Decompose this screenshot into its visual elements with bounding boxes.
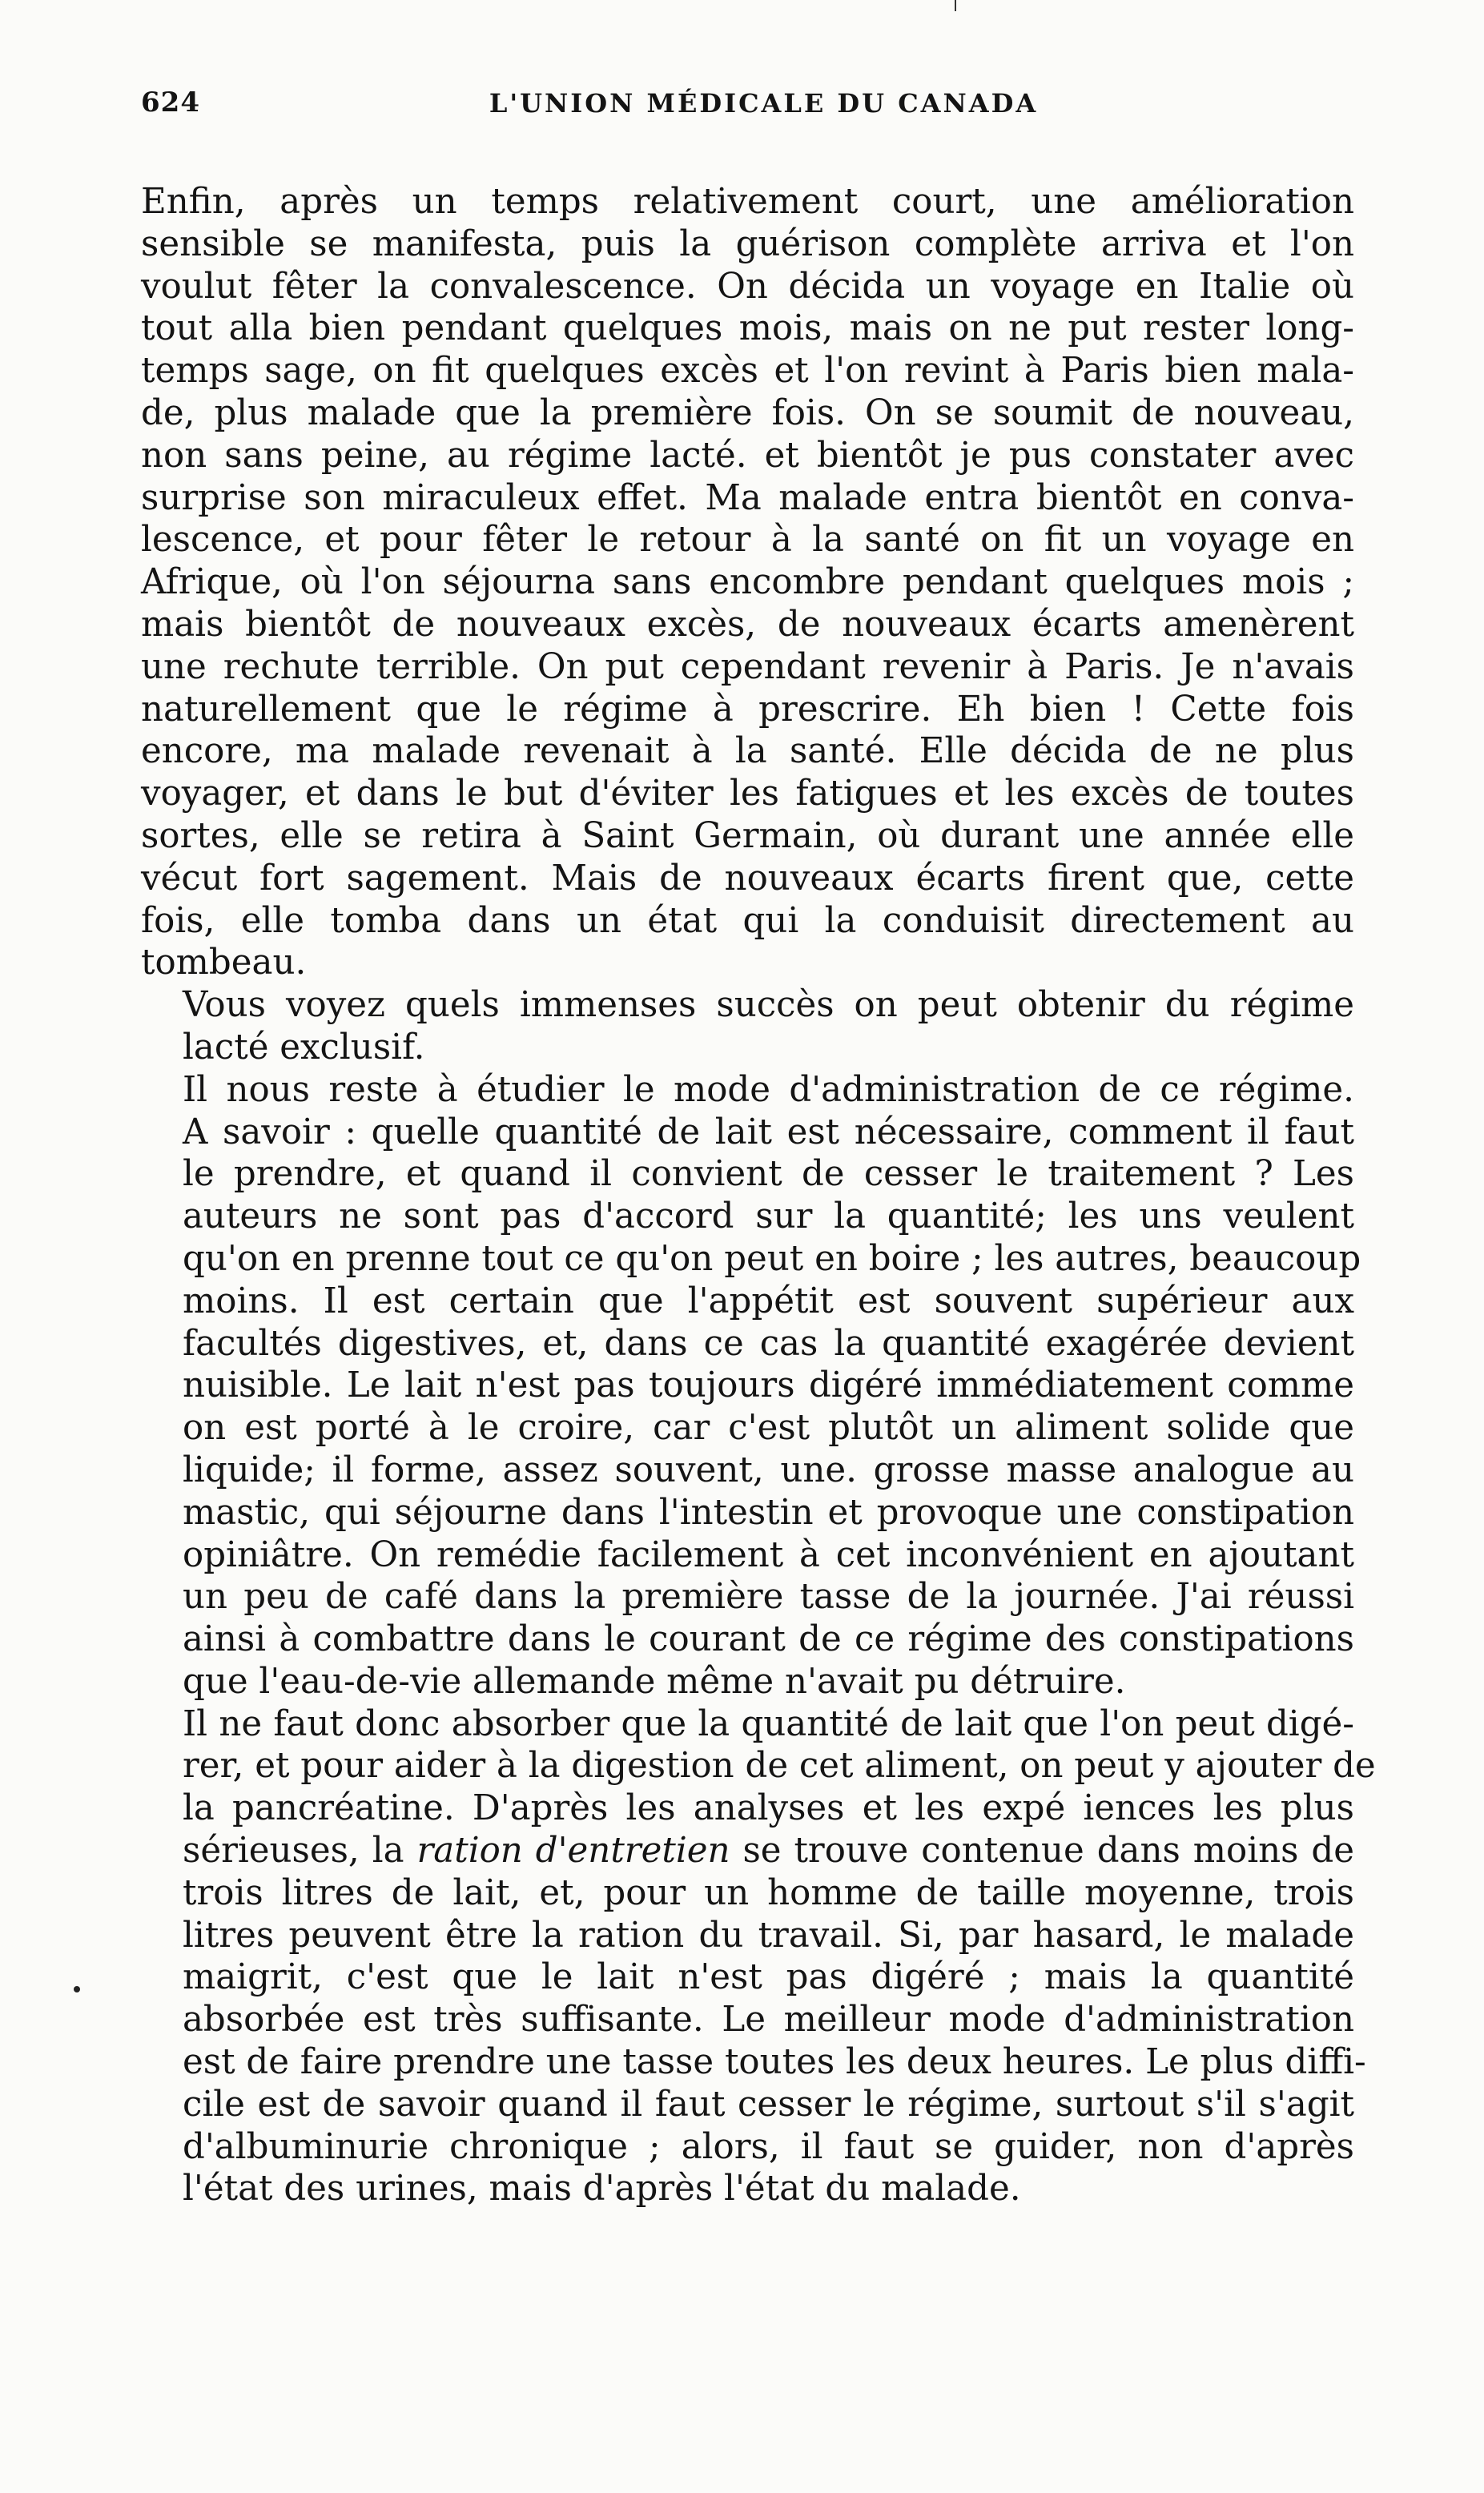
text-line: une rechute terrible. On put cependant revenir à Paris. Je n'avais: [141, 646, 1354, 687]
paragraph-1: [141, 181, 1354, 984]
text-line: que l'eau-de-vie allemande même n'avait pu détruire.: [183, 1661, 1126, 1702]
text-line: Vous voyez quels immenses succès on peut obtenir du régime: [183, 985, 1354, 1026]
text-line: fois, elle tomba dans un état qui la conduisit directement au: [141, 900, 1354, 941]
scan-mark: [955, 0, 956, 11]
text-line: Il nous reste à étudier le mode d'administration de ce régime.: [183, 1069, 1354, 1110]
text-line: Enfin, après un temps relativement court, une amélioration: [141, 182, 1354, 222]
text-line: le prendre, et quand il convient de cesser le traitement ? Les: [183, 1154, 1354, 1195]
text-line: naturellement que le régime à prescrire. Eh bien ! Cette fois: [141, 689, 1354, 730]
text-line: lacté exclusif.: [183, 1027, 425, 1068]
text-line: surprise son miraculeux effet. Ma malade entra bientôt en conva-: [141, 477, 1354, 518]
text-line: liquide; il forme, assez souvent, une. grosse masse analogue au: [183, 1450, 1354, 1490]
text-line: temps sage, on fit quelques excès et l'on revint à Paris bien mala-: [141, 351, 1354, 392]
text-line: mais bientôt de nouveaux excès, de nouveaux écarts amenèrent: [141, 604, 1354, 645]
paragraph-4: [141, 1703, 1376, 2211]
text-line: ainsi à combattre dans le courant de ce régime des constipations: [183, 1619, 1354, 1660]
text-line: Il ne faut donc absorber que la quantité de lait que l'on peut digé-: [183, 1703, 1354, 1744]
running-head: L'UNION MÉDICALE DU CANADA: [489, 88, 1039, 119]
page-header: [141, 86, 1354, 138]
text-line: un peu de café dans la première tasse de la journée. J'ai réussi: [183, 1577, 1354, 1618]
text-line: opiniâtre. On remédie facilement à cet inconvénient en ajoutant: [183, 1534, 1354, 1575]
text-line: mastic, qui séjourne dans l'intestin et provoque une constipation: [183, 1492, 1354, 1533]
body-text: [141, 181, 1376, 2210]
text-line: sensible se manifesta, puis la guérison complète arriva et l'on: [141, 223, 1354, 264]
text-line: absorbée est très suffisante. Le meilleur mode d'administration: [183, 2000, 1354, 2041]
text-fragment: se trouve contenue dans moins de: [730, 1831, 1354, 1872]
text-line: nuisible. Le lait n'est pas toujours digéré immédiatement comme: [183, 1365, 1354, 1406]
text-line: tout alla bien pendant quelques mois, mais on ne put rester long-: [141, 308, 1354, 349]
text-fragment: sérieuses, la: [183, 1831, 417, 1872]
text-line: lescence, et pour fêter le retour à la santé on fit un voyage en: [141, 520, 1354, 561]
page-number: 624: [141, 86, 200, 119]
text-line: Afrique, où l'on séjourna sans encombre pendant quelques mois ;: [141, 562, 1354, 603]
text-line: auteurs ne sont pas d'accord sur la quantité; les uns veulent: [183, 1196, 1354, 1237]
text-line: maigrit, c'est que le lait n'est pas digéré ; mais la quantité: [183, 1957, 1354, 1998]
text-line: qu'on en prenne tout ce qu'on peut en boire ; les autres, beaucoup: [183, 1238, 1361, 1279]
text-line: rer, et pour aider à la digestion de cet aliment, on peut y ajouter de: [183, 1746, 1376, 1787]
text-line: de, plus malade que la première fois. On se soumit de nouveau,: [141, 392, 1354, 433]
text-line: la pancréatine. D'après les analyses et les expé iences les plus: [183, 1788, 1354, 1829]
text-line: facultés digestives, et, dans ce cas la quantité exagérée devient: [183, 1323, 1354, 1364]
text-line: trois litres de lait, et, pour un homme de taille moyenne, trois: [183, 1872, 1354, 1913]
text-line: d'albuminurie chronique ; alors, il faut se guider, non d'après: [183, 2126, 1354, 2167]
text-line: voulut fêter la convalescence. On décida un voyage en Italie où: [141, 266, 1354, 307]
text-line: encore, ma malade revenait à la santé. Elle décida de ne plus: [141, 731, 1354, 772]
text-line: litres peuvent être la ration du travail. Si, par hasard, le malade: [183, 1915, 1354, 1956]
text-line: cile est de savoir quand il faut cesser le régime, surtout s'il s'agit: [183, 2084, 1354, 2125]
text-line: non sans peine, au régime lacté. et bientôt je pus constater avec: [141, 435, 1354, 476]
margin-dot: [74, 1986, 80, 1992]
paragraph-3: [141, 1069, 1361, 1703]
text-line: est de faire prendre une tasse toutes les deux heures. Le plus diffi-: [183, 2042, 1366, 2083]
paragraph-2: [141, 984, 1354, 1069]
text-line: sortes, elle se retira à Saint Germain, où durant une année elle: [141, 815, 1354, 856]
text-line: A savoir : quelle quantité de lait est nécessaire, comment il faut: [183, 1112, 1354, 1152]
text-line: voyager, et dans le but d'éviter les fatigues et les excès de toutes: [141, 774, 1354, 814]
text-line: moins. Il est certain que l'appétit est souvent supérieur aux: [183, 1281, 1354, 1321]
book-page: [141, 86, 1376, 2210]
text-line: l'état des urines, mais d'après l'état du malade.: [183, 2169, 1021, 2210]
text-line: vécut fort sagement. Mais de nouveaux écarts firent que, cette: [141, 858, 1354, 899]
text-line: [141, 1830, 1354, 1872]
italic-term: ration d'entretien: [416, 1831, 730, 1872]
text-line: on est porté à le croire, car c'est plutôt un aliment solide que: [183, 1408, 1354, 1449]
text-line: tombeau.: [141, 943, 307, 983]
